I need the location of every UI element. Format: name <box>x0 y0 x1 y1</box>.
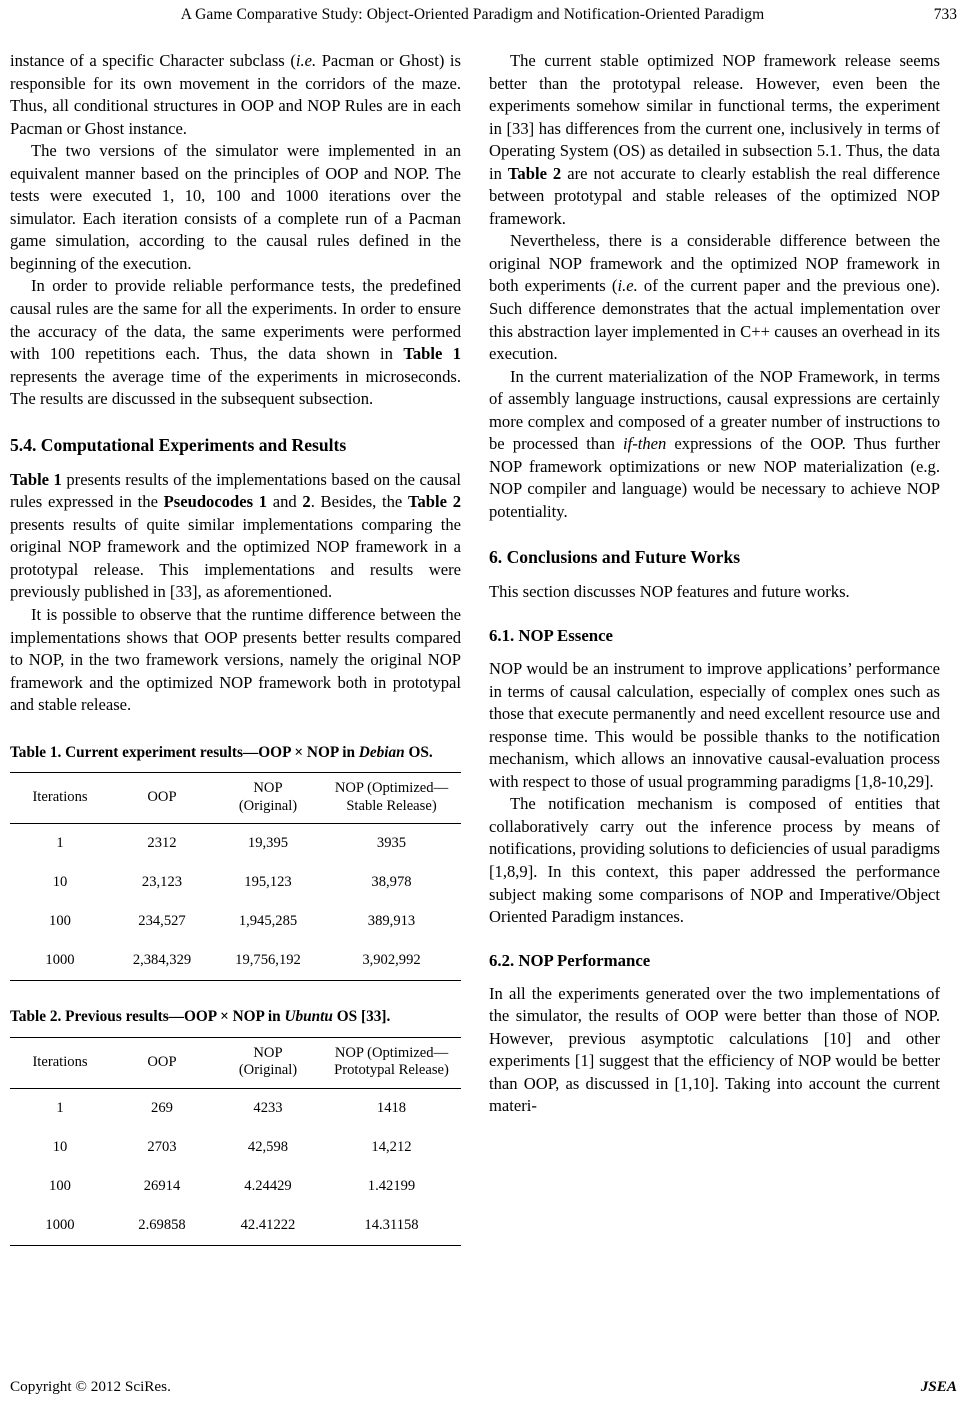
table-cell: 1000 <box>10 941 110 981</box>
table-row <box>10 1088 461 1128</box>
table-cell: 3,902,992 <box>322 941 461 981</box>
table-cell: 14.31158 <box>322 1206 461 1246</box>
table-2-col-header: Iterations <box>10 1037 110 1088</box>
table-row <box>10 824 461 864</box>
table-cell: 2312 <box>110 824 214 864</box>
table-2-col-header: OOP <box>110 1037 214 1088</box>
paragraph: In all the experiments generated over the two implementations of the simulator, the results of OOP were better than those of NOP. However, previous asymptotic calculations [10] and other experiments [1] suggest that the efficiency of NOP would be better than OOP, as discussed in [1,10]. Taking into account the current materi- <box>489 983 940 1116</box>
running-head-title: A Game Comparative Study: Object-Oriented Paradigm and Notification-Oriented Paradigm <box>180 6 765 23</box>
paragraph: It is possible to observe that the runtime difference between the implementations shows that OOP presents better results compared to NOP, in the two framework versions, namely the original NOP framework and the optimized NOP framework both in prototypal and stable release. <box>10 605 461 715</box>
table-2-header <box>10 1037 461 1088</box>
table-header-row <box>10 773 461 824</box>
table-row <box>10 1206 461 1246</box>
table-cell: 3935 <box>322 824 461 864</box>
table-cell: 42,598 <box>247 1138 289 1155</box>
table-row <box>10 863 461 902</box>
table-cell: 389,913 <box>367 913 416 930</box>
table-2-body <box>10 1088 461 1245</box>
table-cell: 26914 <box>143 1177 181 1194</box>
table-cell: 2.69858 <box>110 1206 214 1246</box>
table-cell: 2703 <box>147 1138 177 1155</box>
table-1 <box>10 772 461 981</box>
table-cell: 38,978 <box>371 874 412 891</box>
table-cell: 1 <box>10 1088 110 1128</box>
table-1-col-header: Iterations <box>10 773 110 824</box>
table-cell: 269 <box>110 1088 214 1128</box>
paragraph: NOP would be an instrument to improve applications’ performance in terms of causal calculation, especially of complex ones such as those that execute permanently and need excellent resource use and response time. This would be possible thanks to the notification mechanism, which allows an innovative causal-evaluation process with respect to those of usual programming paradigms [1,8-10,29]. <box>489 659 940 791</box>
paragraph: Table 1 presents results of the implementations based on the causal rules expressed in the Pseudocodes 1 and 2. Besides, the Table 2 presents results of quite similar implementations comparing the original NOP framework and the optimized NOP framework in a prototypal release. This implementations and results were previously published in [33], as aforementioned. <box>10 469 461 602</box>
table-cell: 1000 <box>10 1206 110 1246</box>
copyright-notice: Copyright © 2012 SciRes. <box>10 1378 171 1395</box>
table-cell: 4233 <box>214 1088 322 1128</box>
table-cell: 1.42199 <box>367 1177 416 1194</box>
table-row <box>10 1128 461 1167</box>
table-2 <box>10 1037 461 1246</box>
section-heading-5-4: 5.4. Computational Experiments and Results <box>10 434 347 455</box>
table-2-col-header: NOP (Optimized— Prototypal Release) <box>322 1037 461 1088</box>
table-cell: 100 <box>49 1177 71 1194</box>
paragraph-continuation: instance of a specific Character subclass (i.e. Pacman or Ghost) is responsible for its own movement in the corridors of the maze. Thus, all conditional structures in OOP and NOP Rules are in each Pacman or Ghost instance. <box>10 51 461 138</box>
table-cell: 19,395 <box>214 824 322 864</box>
table-cell: 1,945,285 <box>238 913 298 930</box>
section-heading-6-2: 6.2. NOP Performance <box>489 950 651 970</box>
paragraph: The two versions of the simulator were implemented in an equivalent manner based on the principles of OOP and NOP. The tests were executed 1, 10, 100 and 1000 iterations over the simulator. Each iteration consists of a complete run of a Pacman game simulation, according to the causal rules defined in the beginning of the execution. <box>10 141 461 273</box>
table-1-body <box>10 824 461 981</box>
table-2-col-header: NOP (Original) <box>214 1037 322 1088</box>
paragraph: Nevertheless, there is a considerable difference between the original NOP framework and the optimized NOP framework in both experiments (i.e. of the current paper and the previous one). Such difference demonstrates that the actual implementation over this abstraction layer implemented in C++ causes an overhead in its execution. <box>489 231 940 364</box>
table-2-block <box>10 1007 461 1246</box>
table-cell: 14,212 <box>371 1138 412 1155</box>
table-cell: 4.24429 <box>244 1177 292 1194</box>
table-1-col-header: NOP (Optimized— Stable Release) <box>322 773 461 824</box>
section-heading-6: 6. Conclusions and Future Works <box>489 547 741 568</box>
page-footer <box>0 1378 967 1396</box>
paragraph: The notification mechanism is composed of entities that collaboratively carry out the inference process by means of notifications, providing solutions to deficiencies of usual paradigms [1,8,9]. In this context, this paper addressed the performance subject making some comparisons of NOP and Imperative/Object Oriented Paradigm instances. <box>489 794 940 927</box>
table-cell: 42.41222 <box>214 1206 322 1246</box>
article-body <box>0 50 967 1246</box>
table-cell: 19,756,192 <box>214 941 322 981</box>
table-1-header <box>10 773 461 824</box>
paragraph: The current stable optimized NOP framework release seems better than the prototypal release. However, even been the experiments somehow similar in functional terms, the experiment in [33] has differences from the current one, inclusively in terms of Operating System (OS) as detailed in subsection 5.1. Thus, the data in Table 2 are not accurate to clearly establish the real difference between prototypal and stable releases of the optimized NOP framework. <box>489 51 940 228</box>
paragraph: In order to provide reliable performance tests, the predefined causal rules are the same for all the experiments. In order to ensure the accuracy of the data, the same experiments were performed with 100 repetitions each. Thus, the data shown in Table 1 represents the average time of the experiments in microseconds. The results are discussed in the subsequent subsection. <box>10 276 462 409</box>
paragraph: In the current materialization of the NOP Framework, in terms of assembly language instructions, causal expressions are certainly more complex and composed of a greater number of instructions to be processed than if-then expressions of the OOP. Thus further NOP framework optimizations or new NOP materialization (e.g. NOP compiler and language) would be necessary to achieve NOP potentiality. <box>489 366 941 521</box>
section-heading-6-1: 6.1. NOP Essence <box>489 626 613 646</box>
table-row <box>10 1167 461 1206</box>
table-1-block <box>10 743 461 982</box>
table-cell: 2,384,329 <box>110 941 214 981</box>
right-column <box>489 50 940 1246</box>
paragraph: This section discusses NOP features and future works. <box>489 582 850 602</box>
table-cell: 10 <box>52 874 68 891</box>
table-cell: 234,527 <box>138 913 186 930</box>
table-1-caption: Table 1. Current experiment results—OOP × NOP in Debian OS. <box>10 743 433 761</box>
table-cell: 23,123 <box>141 874 183 891</box>
page-number: 733 <box>933 6 957 23</box>
table-cell: 1418 <box>322 1088 461 1128</box>
table-1-col-header: NOP (Original) <box>214 773 322 824</box>
table-row <box>10 902 461 941</box>
table-1-col-header: OOP <box>110 773 214 824</box>
table-cell: 10 <box>52 1138 68 1155</box>
table-2-caption: Table 2. Previous results—OOP × NOP in Ubuntu OS [33]. <box>10 1008 391 1026</box>
table-cell: 100 <box>49 913 71 930</box>
table-cell: 1 <box>10 824 110 864</box>
table-header-row <box>10 1037 461 1088</box>
table-cell: 195,123 <box>244 874 292 891</box>
table-row <box>10 941 461 981</box>
journal-abbreviation: JSEA <box>920 1378 957 1395</box>
left-column <box>10 50 461 1246</box>
page-running-head <box>0 0 967 34</box>
